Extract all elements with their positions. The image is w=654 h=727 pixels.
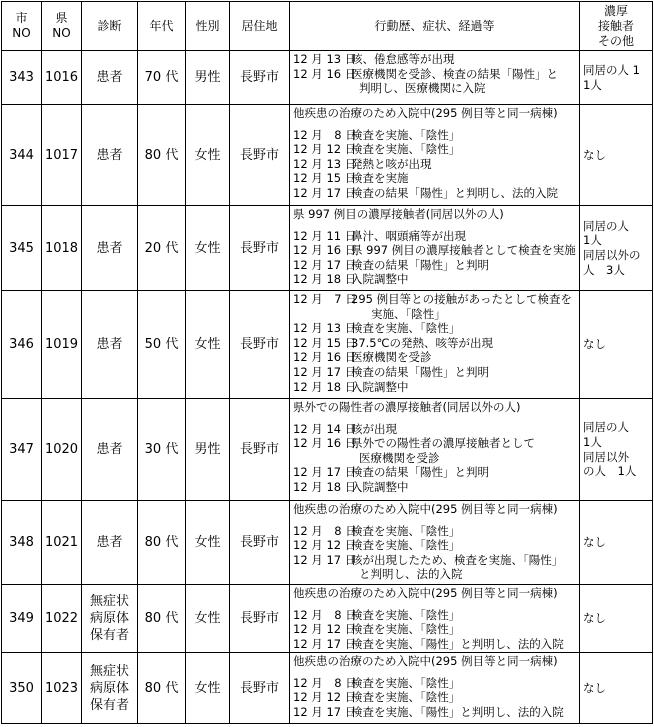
contacts-cell: なし [580, 105, 653, 206]
diagnosis-cell: 患者 [82, 206, 138, 291]
course-line [293, 567, 577, 582]
residence-cell: 長野市 [230, 51, 290, 105]
pref-no-cell: 1022 [42, 585, 82, 653]
course-line [293, 480, 577, 495]
header-contacts [580, 2, 653, 51]
course-line [293, 365, 577, 380]
course-line [293, 52, 577, 67]
course-line [293, 553, 577, 568]
course-text: 検査を実施、「陽性」と判明し、法的入院 [351, 704, 564, 719]
course-text: 295 例目等との接触があったとして検査を [351, 292, 572, 306]
course-text: 県 997 例目の濃厚接触者として検査を実施 [351, 243, 576, 258]
course-line [293, 465, 577, 480]
table-row [2, 501, 653, 585]
course-cell [290, 501, 580, 585]
pref-no-cell: 1019 [42, 291, 82, 399]
sex-cell: 男性 [186, 51, 230, 105]
sex-cell: 女性 [186, 291, 230, 399]
course-date: 12 月 15 日 [293, 335, 357, 350]
course-text: 医療機関を受診、検査の結果「陽性」と [351, 66, 558, 81]
course-text: 咳が出現 [351, 421, 397, 436]
course-text: 37.5℃の発熱、咳等が出現 [351, 335, 494, 350]
contacts-cell: 同居の人 1 1人 [580, 51, 653, 105]
course-text: 検査を実施、「陰性」 [351, 523, 461, 538]
course-text: 検査の結果「陽性」と判明 [351, 364, 489, 379]
table-row [2, 399, 653, 501]
course-text: と判明し、法的入院 [359, 567, 463, 582]
course-date: 12 月 8 日 [293, 523, 357, 538]
course-cell [290, 291, 580, 399]
course-date: 12 月 13 日 [293, 321, 357, 336]
age-cell: 80 代 [138, 501, 186, 585]
course-line [293, 538, 577, 553]
header-pref-no-label: 県 NO [52, 11, 71, 40]
course-line [293, 608, 577, 623]
course-line [293, 321, 577, 336]
course-line [293, 524, 577, 539]
course-line [293, 622, 577, 637]
course-text: 県外での陽性者の濃厚接触者として [351, 436, 535, 451]
diagnosis-cell: 患者 [82, 501, 138, 585]
course-date: 12 月 18 日 [293, 479, 357, 494]
city-no-cell: 346 [2, 291, 42, 399]
contacts-cell: なし [580, 653, 653, 724]
course-text: 鼻汁、咽頭痛等が出現 [351, 228, 466, 243]
course-line [293, 67, 577, 82]
course-text: 実施、「陰性」 [371, 306, 446, 321]
pref-no-cell: 1016 [42, 51, 82, 105]
course-text: 検査を実施、「陰性」 [351, 675, 461, 690]
city-no-cell: 350 [2, 653, 42, 724]
course-text: 検査を実施、「陰性」 [351, 622, 461, 637]
course-line [293, 272, 577, 287]
diagnosis-cell: 患者 [82, 51, 138, 105]
course-date: 12 月 12 日 [293, 538, 357, 553]
pref-no-cell: 1023 [42, 653, 82, 724]
course-intro: 県 997 例目の濃厚接触者(同居以外の人) [293, 207, 504, 221]
header-pref-no [42, 2, 82, 51]
residence-cell: 長野市 [230, 501, 290, 585]
course-date: 12 月 13 日 [293, 52, 357, 66]
course-text: 検査を実施、「陰性」 [351, 127, 461, 142]
age-cell: 80 代 [138, 585, 186, 653]
sex-cell: 男性 [186, 399, 230, 501]
course-text: 入院調整中 [351, 379, 409, 394]
diagnosis-cell: 患者 [82, 105, 138, 206]
course-line [293, 336, 577, 351]
sex-cell: 女性 [186, 501, 230, 585]
diagnosis-cell: 患者 [82, 291, 138, 399]
course-date: 12 月 17 日 [293, 364, 357, 379]
course-intro: 他疾患の治療のため入院中(295 例目等と同一病棟) [293, 654, 558, 668]
course-cell [290, 105, 580, 206]
city-no-cell: 349 [2, 585, 42, 653]
sex-cell: 女性 [186, 653, 230, 724]
sex-cell: 女性 [186, 585, 230, 653]
age-cell: 20 代 [138, 206, 186, 291]
course-intro: 他疾患の治療のため入院中(295 例目等と同一病棟) [293, 586, 558, 600]
pref-no-cell: 1018 [42, 206, 82, 291]
city-no-cell: 344 [2, 105, 42, 206]
sex-cell: 女性 [186, 105, 230, 206]
course-text: 咳、倦怠感等が出現 [351, 52, 455, 66]
header-course: 行動歴、症状、経過等 [290, 2, 580, 51]
city-no-cell: 348 [2, 501, 42, 585]
case-table [1, 1, 653, 724]
sex-cell: 女性 [186, 206, 230, 291]
course-text: 医療機関を受診 [351, 350, 432, 365]
course-line [293, 637, 577, 652]
residence-cell: 長野市 [230, 653, 290, 724]
header-row [2, 2, 653, 51]
contacts-cell: なし [580, 585, 653, 653]
course-text: 検査を実施、「陰性」 [351, 690, 461, 705]
age-cell: 50 代 [138, 291, 186, 399]
course-line [293, 243, 577, 258]
case-table-body [2, 51, 653, 724]
course-line [293, 142, 577, 157]
course-line [293, 81, 577, 96]
header-sex: 性別 [186, 2, 230, 51]
header-diagnosis: 診断 [82, 2, 138, 51]
course-date: 12 月 17 日 [293, 704, 357, 719]
header-age: 年代 [138, 2, 186, 51]
table-row [2, 585, 653, 653]
course-date: 12 月 17 日 [293, 552, 357, 567]
header-city-no [2, 2, 42, 51]
course-intro: 他疾患の治療のため入院中(295 例目等と同一病棟) [293, 106, 558, 120]
course-date: 12 月 12 日 [293, 142, 357, 157]
residence-cell: 長野市 [230, 105, 290, 206]
course-date: 12 月 17 日 [293, 465, 357, 480]
course-line [293, 128, 577, 143]
course-date: 12 月 17 日 [293, 185, 357, 200]
course-date: 12 月 8 日 [293, 127, 357, 142]
course-date: 12 月 16 日 [293, 350, 357, 365]
course-date: 12 月 14 日 [293, 421, 357, 436]
course-line [293, 157, 577, 172]
course-date: 12 月 18 日 [293, 379, 357, 394]
course-date: 12 月 13 日 [293, 156, 357, 171]
course-date: 12 月 17 日 [293, 257, 357, 272]
course-line [293, 258, 577, 273]
table-row [2, 653, 653, 724]
course-text: 検査の結果「陽性」と判明 [351, 465, 489, 480]
header-contacts-label: 濃厚 接触者 その他 [597, 3, 634, 48]
course-line [293, 436, 577, 451]
course-date: 12 月 8 日 [293, 607, 357, 622]
contacts-cell: なし [580, 501, 653, 585]
pref-no-cell: 1021 [42, 501, 82, 585]
course-date: 12 月 16 日 [293, 436, 357, 451]
course-text: 検査の結果「陽性」と判明 [351, 257, 489, 272]
course-date: 12 月 15 日 [293, 171, 357, 186]
course-intro: 他疾患の治療のため入院中(295 例目等と同一病棟) [293, 502, 558, 516]
residence-cell: 長野市 [230, 291, 290, 399]
course-cell [290, 399, 580, 501]
course-date: 12 月 16 日 [293, 66, 357, 81]
course-text: 検査を実施、「陰性」 [351, 538, 461, 553]
course-text: 検査を実施、「陰性」 [351, 607, 461, 622]
course-date: 12 月 17 日 [293, 636, 357, 651]
header-residence: 居住地 [230, 2, 290, 51]
city-no-cell: 343 [2, 51, 42, 105]
diagnosis-cell: 患者 [82, 399, 138, 501]
course-cell [290, 585, 580, 653]
course-line [293, 451, 577, 466]
contacts-cell: 同居の人 1人 同居以外 の人 1人 [580, 399, 653, 501]
pref-no-cell: 1020 [42, 399, 82, 501]
residence-cell: 長野市 [230, 399, 290, 501]
table-row [2, 291, 653, 399]
age-cell: 80 代 [138, 105, 186, 206]
course-date: 12 月 8 日 [293, 675, 357, 690]
course-line [293, 229, 577, 244]
pref-no-cell: 1017 [42, 105, 82, 206]
course-cell [290, 51, 580, 105]
course-line [293, 422, 577, 437]
course-text: 医療機関を受診 [359, 450, 440, 465]
course-line [293, 705, 577, 720]
age-cell: 80 代 [138, 653, 186, 724]
course-text: 検査を実施、「陰性」 [351, 142, 461, 157]
course-date: 12 月 12 日 [293, 690, 357, 705]
table-row [2, 105, 653, 206]
course-text: 判明し、医療機関に入院 [359, 81, 486, 96]
course-line [293, 380, 577, 395]
residence-cell: 長野市 [230, 206, 290, 291]
course-line [293, 690, 577, 705]
course-text: 入院調整中 [351, 272, 409, 287]
age-cell: 70 代 [138, 51, 186, 105]
city-no-cell: 345 [2, 206, 42, 291]
diagnosis-cell: 無症状 病原体 保有者 [82, 653, 138, 724]
diagnosis-cell: 無症状 病原体 保有者 [82, 585, 138, 653]
contacts-cell: 同居の人 1人 同居以外の 人 3人 [580, 206, 653, 291]
contacts-cell: なし [580, 291, 653, 399]
residence-cell: 長野市 [230, 585, 290, 653]
table-row [2, 51, 653, 105]
age-cell: 30 代 [138, 399, 186, 501]
course-text: 咳が出現したため、検査を実施、「陽性」 [351, 552, 564, 567]
course-cell [290, 206, 580, 291]
course-line [293, 186, 577, 201]
course-line [293, 676, 577, 691]
course-text: 入院調整中 [351, 479, 409, 494]
course-text: 検査を実施 [351, 171, 409, 186]
course-date: 12 月 18 日 [293, 272, 357, 287]
course-date: 12 月 11 日 [293, 228, 357, 243]
header-city-no-label: 市 NO [12, 11, 31, 40]
course-date: 12 月 16 日 [293, 243, 357, 258]
course-line [293, 350, 577, 365]
course-date: 12 月 12 日 [293, 622, 357, 637]
course-date: 12 月 7 日 [293, 292, 357, 306]
course-text: 検査を実施、「陽性」と判明し、法的入院 [351, 636, 564, 651]
course-line [293, 307, 577, 322]
course-line [293, 292, 577, 307]
course-text: 検査を実施、「陰性」 [351, 321, 461, 336]
course-line [293, 171, 577, 186]
city-no-cell: 347 [2, 399, 42, 501]
course-cell [290, 653, 580, 724]
course-text: 検査の結果「陽性」と判明し、法的入院 [351, 185, 558, 200]
table-row [2, 206, 653, 291]
course-intro: 県外での陽性者の濃厚接触者(同居以外の人) [293, 400, 521, 414]
course-text: 発熱と咳が出現 [351, 156, 432, 171]
